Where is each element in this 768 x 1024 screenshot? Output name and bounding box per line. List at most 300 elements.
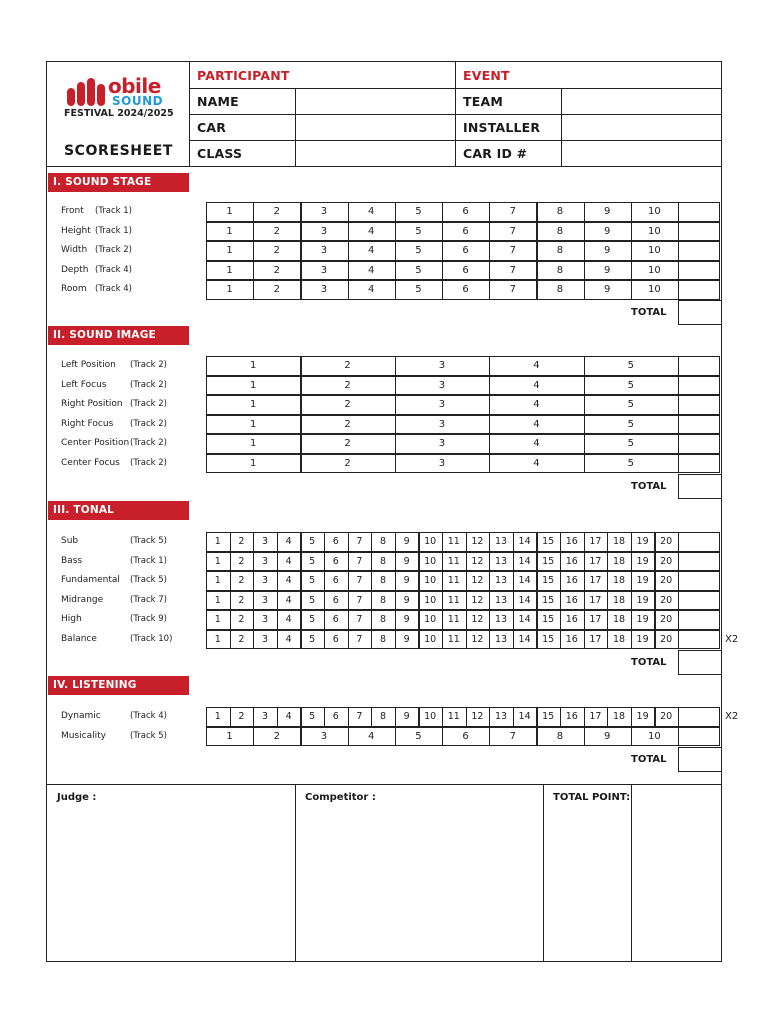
score-option[interactable]: 10: [648, 245, 661, 257]
score-option[interactable]: 3: [320, 245, 328, 257]
name-field[interactable]: [297, 89, 454, 113]
score-option[interactable]: 3: [261, 575, 268, 587]
score-option[interactable]: 7: [509, 730, 516, 742]
score-option[interactable]: 20: [660, 555, 673, 567]
score-option[interactable]: 17: [589, 633, 602, 645]
score-option[interactable]: 6: [332, 614, 339, 626]
row-score-field[interactable]: [678, 707, 720, 727]
score-option[interactable]: 18: [612, 614, 626, 626]
score-option[interactable]: 5: [415, 730, 422, 742]
score-option[interactable]: 3: [438, 457, 446, 469]
score-option[interactable]: 8: [379, 594, 386, 606]
installer-label: INSTALLER: [463, 120, 541, 135]
logo-brand-bottom: SOUND: [112, 94, 164, 108]
row-divider: [206, 279, 720, 281]
score-option[interactable]: 6: [332, 575, 339, 587]
score-option[interactable]: 2: [344, 399, 351, 411]
score-option[interactable]: 1: [214, 614, 221, 626]
track-label: (Track 1): [95, 206, 132, 216]
score-option[interactable]: 8: [379, 711, 386, 723]
score-option[interactable]: 7: [509, 206, 516, 218]
score-option[interactable]: 5: [309, 614, 316, 626]
score-option[interactable]: 8: [379, 536, 386, 548]
score-option[interactable]: 9: [403, 536, 410, 548]
row-score-field[interactable]: [678, 610, 720, 630]
criterion-label: Depth: [61, 264, 89, 275]
score-option[interactable]: 4: [285, 555, 292, 567]
score-option[interactable]: 2: [238, 555, 245, 567]
score-option[interactable]: 6: [462, 730, 469, 742]
score-option[interactable]: 9: [403, 594, 410, 606]
score-option[interactable]: 14: [518, 594, 531, 606]
section-4-title: IV. LISTENING PLEASURE: [48, 676, 189, 695]
total-point-label: TOTAL POINT:: [553, 792, 631, 803]
score-option[interactable]: 15: [542, 575, 555, 587]
score-option[interactable]: 13: [494, 594, 508, 606]
score-option[interactable]: 11: [447, 594, 460, 606]
score-option[interactable]: 3: [438, 379, 446, 391]
track-label: (Track 2): [130, 360, 167, 370]
score-option[interactable]: 12: [471, 536, 484, 548]
score-option[interactable]: 10: [424, 633, 437, 645]
class-field[interactable]: [297, 141, 454, 165]
score-option[interactable]: 14: [518, 555, 531, 567]
section-3-total-label: TOTAL: [631, 657, 667, 668]
score-option[interactable]: 2: [273, 206, 280, 218]
row-score-field[interactable]: [678, 727, 720, 747]
score-option[interactable]: 13: [494, 633, 508, 645]
score-option[interactable]: 17: [589, 711, 602, 723]
score-option[interactable]: 18: [612, 536, 626, 548]
score-option[interactable]: 11: [447, 633, 460, 645]
score-option[interactable]: 3: [320, 264, 328, 276]
score-row: [206, 454, 720, 474]
score-option[interactable]: 9: [604, 245, 611, 257]
row-divider: [206, 433, 720, 435]
score-option[interactable]: 7: [356, 555, 363, 567]
score-option[interactable]: 20: [660, 536, 673, 548]
score-option[interactable]: 14: [518, 711, 531, 723]
score-option[interactable]: 7: [356, 711, 363, 723]
score-option[interactable]: 20: [660, 594, 673, 606]
score-option[interactable]: 9: [403, 711, 410, 723]
score-row: [206, 571, 720, 591]
row-score-field[interactable]: [678, 591, 720, 611]
score-option[interactable]: 14: [518, 633, 531, 645]
score-option[interactable]: 1: [226, 225, 233, 237]
score-option[interactable]: 12: [471, 594, 484, 606]
row-score-field[interactable]: [678, 552, 720, 572]
score-option[interactable]: 13: [494, 536, 508, 548]
score-option[interactable]: 2: [344, 418, 351, 430]
score-option[interactable]: 20: [660, 575, 673, 587]
installer-field[interactable]: [563, 115, 720, 139]
score-option[interactable]: 18: [612, 555, 626, 567]
score-option[interactable]: 10: [424, 555, 437, 567]
score-option[interactable]: 5: [415, 284, 422, 296]
score-option[interactable]: 8: [379, 575, 386, 587]
score-option[interactable]: 1: [214, 633, 221, 645]
score-option[interactable]: 8: [556, 225, 564, 237]
score-option[interactable]: 15: [542, 594, 555, 606]
score-option[interactable]: 4: [285, 633, 292, 645]
score-option[interactable]: 8: [556, 245, 564, 257]
track-label: (Track 5): [130, 730, 167, 741]
score-option[interactable]: 2: [273, 225, 280, 237]
score-option[interactable]: 13: [494, 711, 508, 723]
score-option[interactable]: 10: [648, 730, 661, 742]
score-option[interactable]: 16: [565, 555, 578, 567]
score-option[interactable]: 3: [438, 360, 446, 372]
score-option[interactable]: 2: [344, 438, 351, 450]
score-option[interactable]: 18: [612, 594, 626, 606]
score-option[interactable]: 2: [344, 360, 351, 372]
team-label: TEAM: [463, 94, 503, 109]
criterion-label: Left Focus: [61, 379, 107, 390]
score-option[interactable]: 4: [368, 730, 375, 742]
score-option[interactable]: 1: [214, 555, 221, 567]
score-option[interactable]: 4: [368, 284, 375, 296]
score-option[interactable]: 9: [604, 225, 611, 237]
score-option[interactable]: 5: [415, 245, 422, 257]
score-option[interactable]: 9: [403, 614, 410, 626]
score-option[interactable]: 17: [589, 536, 602, 548]
score-option[interactable]: 1: [214, 536, 221, 548]
score-option[interactable]: 4: [533, 360, 540, 372]
score-option[interactable]: 19: [636, 614, 649, 626]
total-point-field[interactable]: [633, 786, 720, 958]
score-option[interactable]: 16: [565, 594, 578, 606]
score-option[interactable]: 4: [285, 536, 292, 548]
score-option[interactable]: 8: [379, 555, 386, 567]
score-option[interactable]: 13: [494, 555, 508, 567]
score-option[interactable]: 17: [589, 614, 602, 626]
score-option[interactable]: 11: [447, 555, 460, 567]
score-option[interactable]: 2: [238, 536, 245, 548]
score-option[interactable]: 20: [660, 633, 673, 645]
score-option[interactable]: 7: [356, 614, 363, 626]
competitor-signature-area[interactable]: [297, 808, 541, 958]
section-4-total-field[interactable]: [678, 747, 722, 772]
score-option[interactable]: 16: [565, 575, 578, 587]
score-option[interactable]: 3: [261, 614, 268, 626]
score-option[interactable]: 8: [556, 730, 564, 742]
team-field[interactable]: [563, 89, 720, 113]
score-option[interactable]: 19: [636, 633, 649, 645]
criterion-label: Dynamic: [61, 711, 101, 721]
score-option[interactable]: 19: [636, 594, 649, 606]
track-label: (Track 1): [95, 225, 132, 236]
score-option[interactable]: 4: [368, 225, 375, 237]
score-option[interactable]: 5: [627, 438, 634, 450]
row-score-field[interactable]: [678, 356, 720, 376]
score-option[interactable]: 6: [332, 555, 339, 567]
row-score-field[interactable]: [678, 202, 720, 222]
score-option[interactable]: 3: [261, 594, 268, 606]
score-option[interactable]: 19: [636, 536, 649, 548]
judge-signature-area[interactable]: [49, 808, 293, 958]
score-option[interactable]: 15: [542, 633, 555, 645]
score-option[interactable]: 1: [250, 360, 257, 372]
score-option[interactable]: 5: [309, 555, 316, 567]
track-label: (Track 2): [130, 418, 167, 429]
score-option[interactable]: 1: [250, 399, 257, 411]
score-option[interactable]: 16: [565, 633, 578, 645]
section-2-total-field[interactable]: [678, 474, 722, 499]
section-1-total-field[interactable]: [678, 300, 722, 325]
score-option[interactable]: 13: [494, 614, 508, 626]
score-option[interactable]: 4: [285, 614, 292, 626]
score-row: [206, 727, 720, 747]
score-option[interactable]: 1: [214, 711, 221, 723]
score-option[interactable]: 1: [226, 245, 233, 257]
score-option[interactable]: 11: [447, 536, 460, 548]
row-score-field[interactable]: [678, 280, 720, 300]
score-option[interactable]: 9: [604, 206, 611, 218]
score-option[interactable]: 3: [261, 555, 268, 567]
score-option[interactable]: 16: [565, 536, 578, 548]
row-score-field[interactable]: [678, 454, 720, 474]
score-row: [206, 707, 720, 727]
score-option[interactable]: 2: [238, 594, 245, 606]
score-option[interactable]: 4: [285, 711, 292, 723]
score-option[interactable]: 7: [356, 536, 363, 548]
row-divider: [206, 570, 720, 572]
row-score-field[interactable]: [678, 241, 720, 261]
score-option[interactable]: 4: [285, 594, 292, 606]
score-option[interactable]: 5: [415, 264, 422, 276]
score-option[interactable]: 3: [320, 225, 328, 237]
score-option[interactable]: 12: [471, 711, 484, 723]
score-option[interactable]: 9: [403, 575, 410, 587]
row-score-field[interactable]: [678, 222, 720, 242]
score-option[interactable]: 18: [612, 575, 626, 587]
score-option[interactable]: 2: [238, 614, 245, 626]
score-option[interactable]: 1: [226, 284, 233, 296]
criterion-label: Front: [61, 206, 84, 216]
score-option[interactable]: 1: [250, 379, 257, 391]
score-option[interactable]: 18: [612, 633, 626, 645]
score-option[interactable]: 10: [424, 575, 437, 587]
score-option[interactable]: 1: [214, 594, 221, 606]
score-option[interactable]: 14: [518, 536, 531, 548]
score-option[interactable]: 10: [648, 284, 661, 296]
section-1-total-label: TOTAL: [631, 307, 667, 318]
score-option[interactable]: 11: [447, 614, 460, 626]
car-id-label: CAR ID #: [463, 146, 528, 161]
score-option[interactable]: 12: [471, 575, 484, 587]
row-score-field[interactable]: [678, 415, 720, 435]
score-option[interactable]: 5: [627, 379, 634, 391]
score-option[interactable]: 7: [356, 594, 363, 606]
row-score-field[interactable]: [678, 376, 720, 396]
score-option[interactable]: 5: [309, 711, 316, 723]
score-option[interactable]: 7: [356, 633, 363, 645]
score-option[interactable]: 16: [565, 614, 578, 626]
score-row: [206, 591, 720, 611]
score-option[interactable]: 10: [424, 536, 437, 548]
score-option[interactable]: 2: [238, 711, 245, 723]
score-option[interactable]: 4: [533, 438, 540, 450]
row-score-field[interactable]: [678, 395, 720, 415]
score-option[interactable]: 9: [604, 284, 611, 296]
score-option[interactable]: 10: [424, 594, 437, 606]
score-option[interactable]: 5: [309, 594, 316, 606]
score-option[interactable]: 5: [627, 418, 634, 430]
score-option[interactable]: 16: [565, 711, 578, 723]
score-option[interactable]: 2: [273, 284, 280, 296]
track-label: (Track 2): [130, 399, 167, 409]
score-option[interactable]: 8: [556, 264, 564, 276]
score-option[interactable]: 2: [238, 633, 245, 645]
score-option[interactable]: 10: [648, 206, 661, 218]
score-option[interactable]: 6: [462, 225, 469, 237]
score-option[interactable]: 1: [226, 730, 233, 742]
score-option[interactable]: 8: [379, 614, 386, 626]
score-option[interactable]: 14: [518, 614, 531, 626]
score-option[interactable]: 3: [261, 536, 268, 548]
score-option[interactable]: 5: [415, 225, 422, 237]
score-option[interactable]: 8: [556, 206, 564, 218]
criterion-label: Height: [61, 225, 91, 236]
section-3-total-field[interactable]: [678, 650, 722, 675]
score-option[interactable]: 19: [636, 575, 649, 587]
score-option[interactable]: 7: [509, 264, 516, 276]
score-option[interactable]: 7: [509, 245, 516, 257]
score-option[interactable]: 19: [636, 711, 649, 723]
score-option[interactable]: 15: [542, 555, 555, 567]
score-option[interactable]: 2: [273, 245, 280, 257]
score-option[interactable]: 3: [438, 438, 446, 450]
score-option[interactable]: 15: [542, 614, 555, 626]
score-option[interactable]: 3: [320, 206, 328, 218]
score-option[interactable]: 17: [589, 555, 602, 567]
score-option[interactable]: 3: [261, 711, 268, 723]
score-option[interactable]: 2: [344, 379, 351, 391]
score-option[interactable]: 18: [612, 711, 626, 723]
score-option[interactable]: 4: [368, 206, 375, 218]
score-option[interactable]: 20: [660, 711, 673, 723]
row-score-field[interactable]: [678, 532, 720, 552]
score-option[interactable]: 10: [648, 264, 661, 276]
score-option[interactable]: 14: [518, 575, 531, 587]
score-row: [206, 261, 720, 281]
score-option[interactable]: 5: [627, 399, 634, 411]
score-option[interactable]: 2: [344, 457, 351, 469]
score-option[interactable]: 4: [285, 575, 292, 587]
track-label: (Track 2): [95, 245, 132, 255]
row-score-field[interactable]: [678, 261, 720, 281]
score-option[interactable]: 3: [320, 284, 328, 296]
score-option[interactable]: 5: [415, 206, 422, 218]
score-option[interactable]: 4: [533, 457, 540, 469]
name-label: NAME: [197, 94, 239, 109]
score-option[interactable]: 6: [332, 594, 339, 606]
criterion-label: Balance: [61, 633, 97, 644]
score-option[interactable]: 5: [627, 360, 634, 372]
score-option[interactable]: 12: [471, 614, 484, 626]
score-option[interactable]: 7: [509, 284, 516, 296]
score-option[interactable]: 20: [660, 614, 673, 626]
score-option[interactable]: 12: [471, 555, 484, 567]
criterion-label: Musicality: [61, 730, 106, 741]
score-option[interactable]: 5: [309, 575, 316, 587]
score-option[interactable]: 2: [273, 264, 280, 276]
score-option[interactable]: 3: [320, 730, 328, 742]
score-option[interactable]: 10: [424, 614, 437, 626]
score-option[interactable]: 7: [356, 575, 363, 587]
festival-logo: [64, 76, 174, 122]
score-option[interactable]: 6: [462, 264, 469, 276]
event-heading: EVENT: [463, 68, 510, 83]
score-option[interactable]: 1: [226, 264, 233, 276]
score-option[interactable]: 9: [403, 633, 410, 645]
score-option[interactable]: 6: [332, 711, 339, 723]
score-option[interactable]: 1: [250, 457, 257, 469]
score-option[interactable]: 12: [471, 633, 484, 645]
row-score-field[interactable]: [678, 434, 720, 454]
score-option[interactable]: 2: [238, 575, 245, 587]
score-option[interactable]: 6: [462, 245, 469, 257]
score-option[interactable]: 6: [462, 206, 469, 218]
score-option[interactable]: 6: [332, 536, 339, 548]
score-option[interactable]: 19: [636, 555, 649, 567]
score-option[interactable]: 4: [368, 264, 375, 276]
score-option[interactable]: 4: [533, 418, 540, 430]
score-option[interactable]: 6: [332, 633, 339, 645]
score-option[interactable]: 3: [261, 633, 268, 645]
score-option[interactable]: 8: [556, 284, 564, 296]
score-option[interactable]: 10: [424, 711, 437, 723]
score-option[interactable]: 4: [368, 245, 375, 257]
score-option[interactable]: 1: [250, 418, 257, 430]
score-option[interactable]: 1: [250, 438, 257, 450]
score-option[interactable]: 6: [462, 284, 469, 296]
score-option[interactable]: 4: [533, 399, 540, 411]
score-option[interactable]: 10: [648, 225, 661, 237]
track-label: (Track 4): [95, 264, 132, 275]
score-row: [206, 630, 720, 650]
score-option[interactable]: 2: [273, 730, 280, 742]
score-option[interactable]: 9: [604, 730, 611, 742]
car-id-field[interactable]: [563, 141, 720, 165]
score-option[interactable]: 11: [447, 711, 460, 723]
car-field[interactable]: [297, 115, 454, 139]
score-option[interactable]: 9: [403, 555, 410, 567]
score-option[interactable]: 3: [438, 399, 446, 411]
score-option[interactable]: 17: [589, 575, 602, 587]
score-option[interactable]: 1: [226, 206, 233, 218]
score-option[interactable]: 8: [379, 633, 386, 645]
score-option[interactable]: 3: [438, 418, 446, 430]
score-option[interactable]: 4: [533, 379, 540, 391]
track-label: (Track 1): [130, 555, 167, 566]
row-score-field[interactable]: [678, 571, 720, 591]
score-option[interactable]: 5: [627, 457, 634, 469]
score-option[interactable]: 5: [309, 633, 316, 645]
row-score-field[interactable]: [678, 630, 720, 650]
score-option[interactable]: 1: [214, 575, 221, 587]
score-option[interactable]: 9: [604, 264, 611, 276]
score-option[interactable]: 13: [494, 575, 508, 587]
score-option[interactable]: 7: [509, 225, 516, 237]
score-option[interactable]: 5: [309, 536, 316, 548]
section-1-title: I. SOUND STAGE: [48, 173, 189, 192]
score-option[interactable]: 15: [542, 536, 555, 548]
score-option[interactable]: 11: [447, 575, 460, 587]
score-option[interactable]: 17: [589, 594, 602, 606]
score-option[interactable]: 15: [542, 711, 555, 723]
